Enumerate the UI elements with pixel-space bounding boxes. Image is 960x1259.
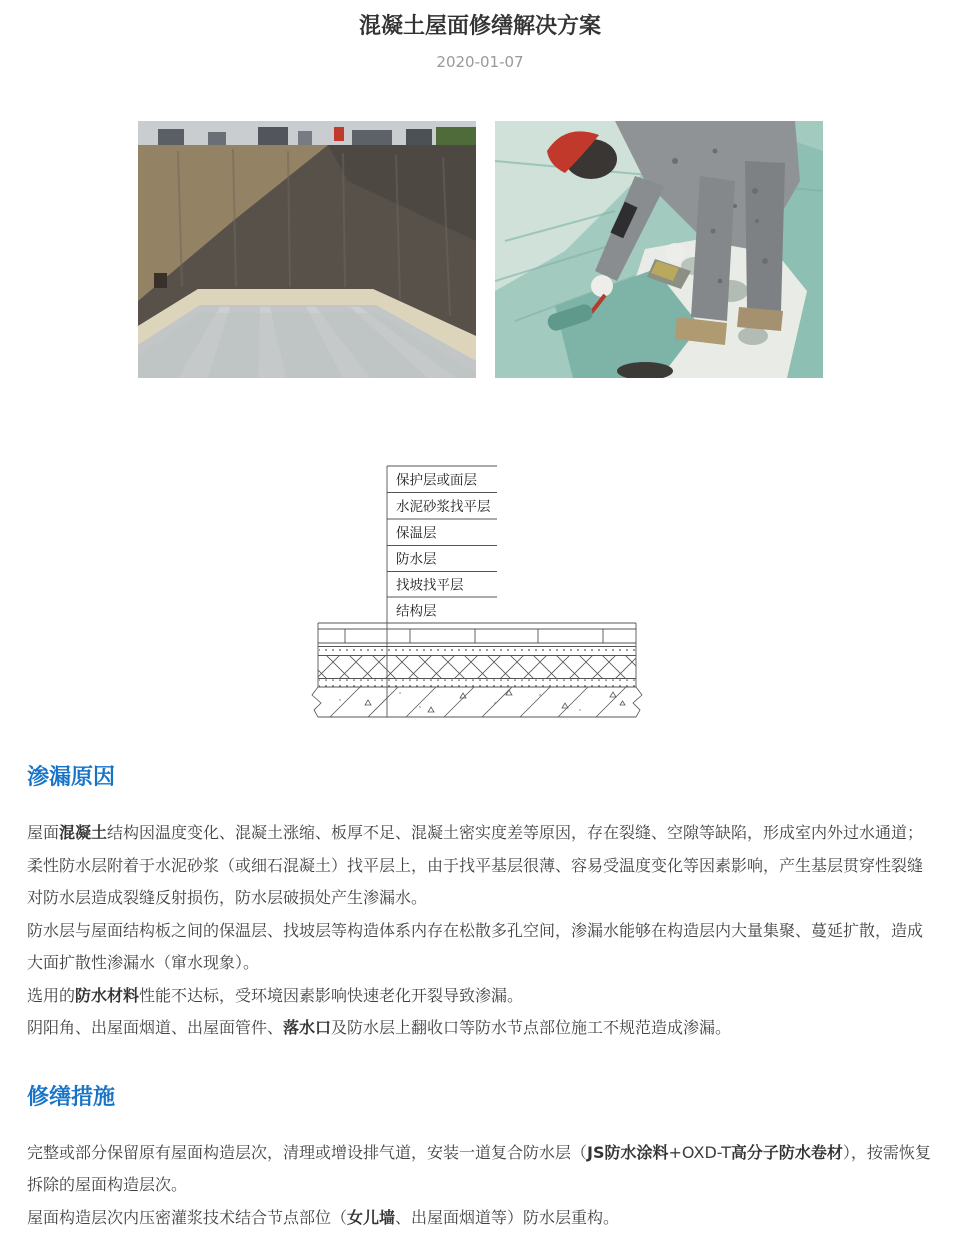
page-title: 混凝土屋面修缮解决方案 <box>358 14 601 39</box>
article-body <box>0 765 960 1234</box>
layer-label: 保温层 <box>396 525 437 542</box>
waterproofing-work-photo <box>495 121 823 378</box>
layer-label: 找坡找平层 <box>396 577 464 594</box>
concrete-roof-photo <box>138 121 476 378</box>
layer-label: 防水层 <box>396 551 437 568</box>
section-heading: 渗漏原因 <box>27 765 116 790</box>
publish-date: 2020-01-07 <box>436 53 524 71</box>
paragraph: 屋面构造层次内压密灌浆技术结合节点部位（女儿墙、出屋面烟道等）防水层重构。 <box>27 1207 620 1227</box>
section-heading: 修缮措施 <box>27 1084 116 1110</box>
paragraph: 阴阳角、出屋面烟道、出屋面管件、落水口及防水层上翻收口等防水节点部位施工不规范造成渗漏。 <box>27 1018 732 1037</box>
paragraph: 完整或部分保留原有屋面构造层次，清理或增设排气道，安装一道复合防水层（JS防水涂料+OXD-T高分子防水卷材），按需恢复拆除的屋面构造层次。 <box>27 1142 931 1194</box>
paragraph: 防水层与屋面结构板之间的保温层、找坡层等构造体系内存在松散多孔空间，渗漏水能够在构造层内大量集聚、蔓延扩散，造成大面扩散性渗漏水（窜水现象）。 <box>27 920 924 972</box>
roof-layers-diagram <box>0 455 960 725</box>
layer-label: 保护层或面层 <box>396 472 477 489</box>
photo-row <box>0 121 960 378</box>
paragraph: 选用的防水材料性能不达标，受环境因素影响快速老化开裂导致渗漏。 <box>27 985 524 1005</box>
paragraph: 屋面混凝土结构因温度变化、混凝土涨缩、板厚不足、混凝土密实度差等原因，存在裂缝、空隙等缺陷，形成室内外过水通道；柔性防水层附着于水泥砂浆（或细石混凝土）找平层上，由于找平基层很薄、容易受温度变化等因素影响，产生基层贯穿性裂缝对防水层造成裂缝反射损伤，防水层破损处产生渗漏水。 <box>27 823 924 907</box>
layer-label: 结构层 <box>396 603 437 620</box>
layer-label: 水泥砂浆找平层 <box>396 499 491 515</box>
